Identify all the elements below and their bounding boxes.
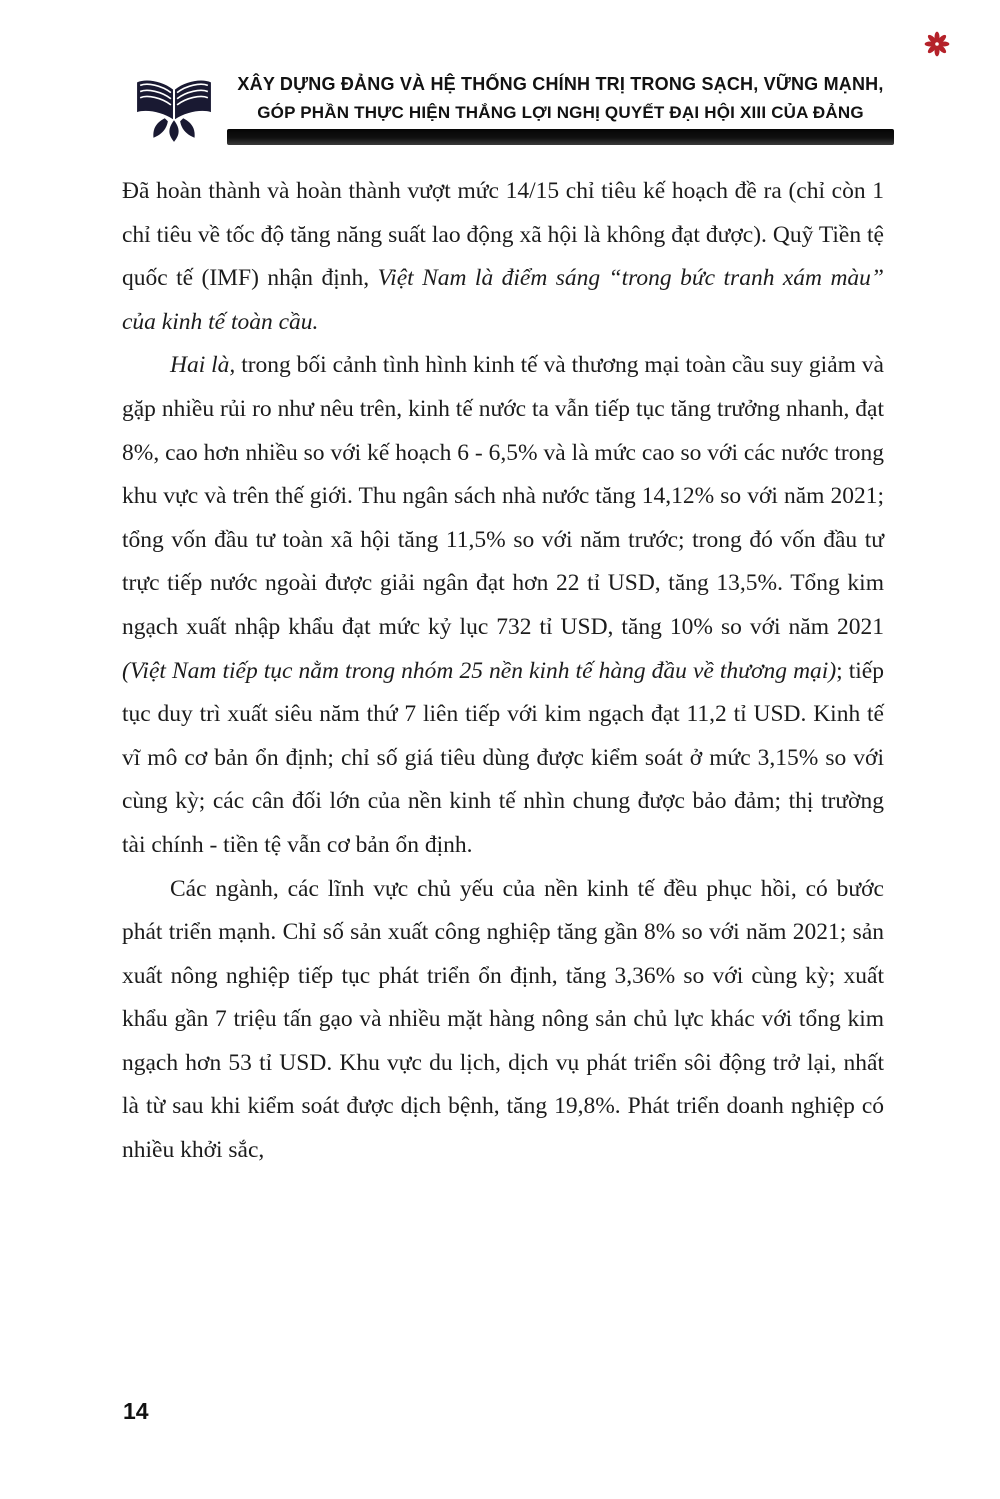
- paragraph-2: [122, 344, 884, 867]
- text-segment: Các ngành, các lĩnh vực chủ yếu của nền kinh tế đều phục hồi, có bước phát triển mạnh. Chỉ số sản xuất công nghiệp tăng gần 8% so với năm 2021; sản xuất nông nghiệp tiếp tục phát triển ổn định, tăng 3,36% so với cùng kỳ; xuất khẩu gần 7 triệu tấn gạo và nhiều mặt hàng nông sản chủ lực khác với tổng kim ngạch hơn 53 tỉ USD. Khu vực du lịch, dịch vụ phát triển sôi động trở lại, nhất là từ sau khi kiểm soát được dịch bệnh, tăng 19,8%. Phát triển doanh nghiệp có nhiều khởi sắc,: [122, 875, 884, 1164]
- header-line-2: GÓP PHẦN THỰC HIỆN THẮNG LỢI NGHỊ QUYẾT ĐẠI HỘI XIII CỦA ĐẢNG: [257, 103, 864, 122]
- paragraph-3: [122, 868, 884, 1173]
- text-segment: Đã hoàn thành và hoàn thành vượt mức 14/15 chỉ tiêu kế hoạch đề ra (chỉ còn 1 chỉ tiêu về tốc độ tăng năng suất lao động xã hội là không đạt được). Quỹ Tiền tệ quốc tế (IMF) nhận định,: [122, 178, 884, 292]
- page-number: 14: [123, 1398, 149, 1424]
- text-segment-italic: Hai là,: [170, 352, 236, 379]
- running-header: [112, 72, 894, 145]
- page-body-text: [122, 170, 884, 1173]
- header-divider-band: [227, 129, 894, 145]
- header-title: [227, 72, 894, 145]
- text-segment-italic: (Việt Nam tiếp tục nằm trong nhóm 25 nền kinh tế hàng đầu về thương mại): [122, 657, 837, 684]
- text-segment-italic: Việt Nam là điểm sáng “trong bức tranh xám màu” của kinh tế toàn cầu.: [122, 265, 884, 335]
- book-lotus-logo-icon: [134, 74, 214, 144]
- red-flower-icon: [924, 31, 950, 57]
- paragraph-1: [122, 170, 884, 344]
- header-line-1: XÂY DỰNG ĐẢNG VÀ HỆ THỐNG CHÍNH TRỊ TRONG SẠCH, VỮNG MẠNH,: [237, 74, 884, 94]
- text-segment: trong bối cảnh tình hình kinh tế và thương mại toàn cầu suy giảm và gặp nhiều rủi ro như nêu trên, kinh tế nước ta vẫn tiếp tục tăng trưởng nhanh, đạt 8%, cao hơn nhiều so với kế hoạch 6 - 6,5% và là mức cao so với các nước trong khu vực và trên thế giới. Thu ngân sách nhà nước tăng 14,12% so với năm 2021; tổng vốn đầu tư toàn xã hội tăng 11,5% so với năm trước; trong đó vốn đầu tư trực tiếp nước ngoài được giải ngân đạt hơn 22 tỉ USD, tăng 13,5%. Tổng kim ngạch xuất nhập khẩu đạt mức kỷ lục 732 tỉ USD, tăng 10% so với năm 2021: [122, 352, 884, 640]
- text-segment: ; tiếp tục duy trì xuất siêu năm thứ 7 liên tiếp với kim ngạch đạt 11,2 tỉ USD. Kinh tế vĩ mô cơ bản ổn định; chỉ số giá tiêu dùng được kiểm soát ở mức 3,15% so với cùng kỳ; các cân đối lớn của nền kinh tế nhìn chung được bảo đảm; thị trường tài chính - tiền tệ vẫn cơ bản ổn định.: [122, 657, 884, 858]
